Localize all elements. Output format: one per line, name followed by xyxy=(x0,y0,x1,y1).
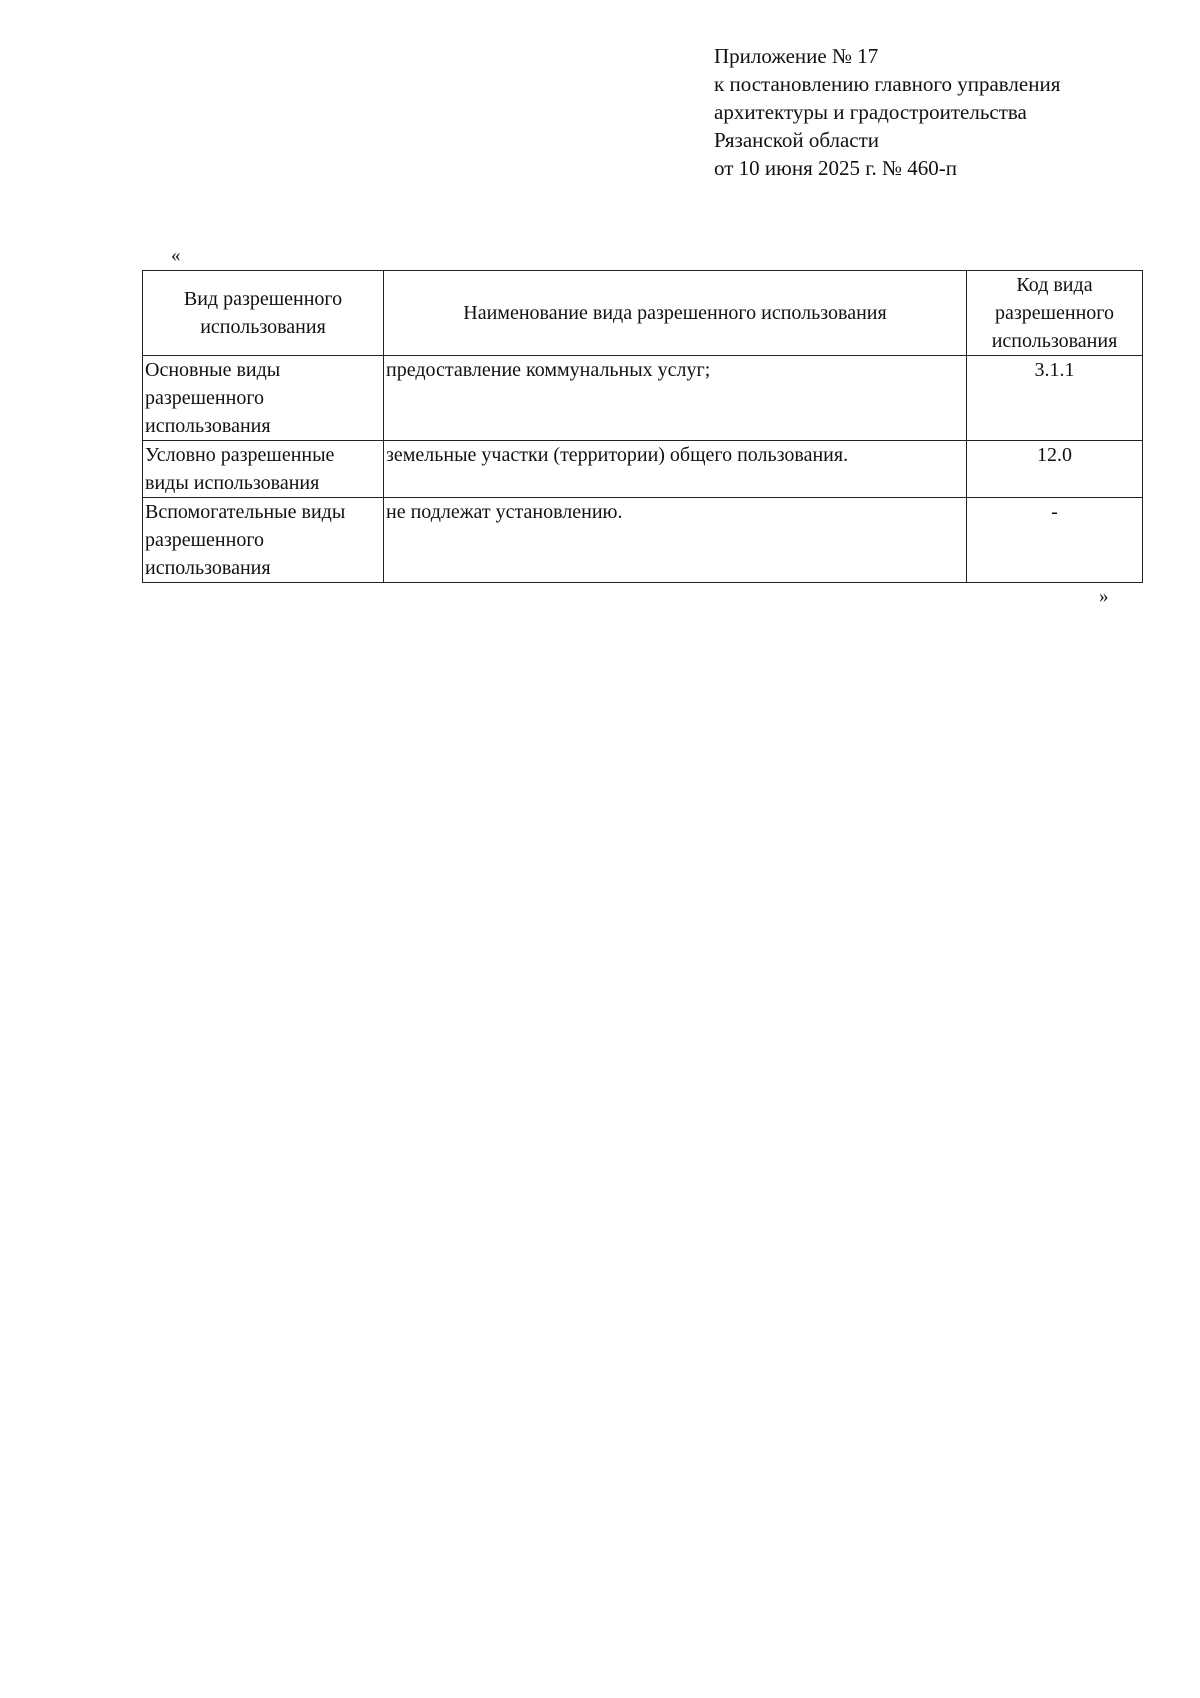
appendix-header xyxy=(714,42,1154,182)
appendix-ref-line: Рязанской области xyxy=(714,128,880,152)
cell-name: предоставление коммунальных услуг; xyxy=(384,356,967,441)
table-row xyxy=(143,498,1143,583)
cell-kind: Условно разрешенные виды использования xyxy=(143,441,384,498)
appendix-ref-line: архитектуры и градостроительства xyxy=(714,100,1027,124)
appendix-ref-line: к постановлению главного управления xyxy=(714,72,1061,96)
column-header-code: Код вида разрешенного использования xyxy=(967,271,1143,356)
cell-kind: Вспомогательные виды разрешенного использования xyxy=(143,498,384,583)
table-row xyxy=(143,356,1143,441)
appendix-date-number: от 10 июня 2025 г. № 460-п xyxy=(714,156,957,180)
column-header-kind: Вид разрешенного использования xyxy=(143,271,384,356)
cell-code: - xyxy=(967,498,1143,583)
cell-name: земельные участки (территории) общего пользования. xyxy=(384,441,967,498)
cell-code: 12.0 xyxy=(967,441,1143,498)
permitted-use-table xyxy=(142,270,1143,583)
cell-code: 3.1.1 xyxy=(967,356,1143,441)
appendix-title: Приложение № 17 xyxy=(714,44,879,68)
table-header-row xyxy=(143,271,1143,356)
closing-quote: » xyxy=(1099,586,1109,607)
cell-name: не подлежат установлению. xyxy=(384,498,967,583)
column-header-name: Наименование вида разрешенного использования xyxy=(384,271,967,356)
cell-kind: Основные виды разрешенного использования xyxy=(143,356,384,441)
opening-quote: « xyxy=(171,245,181,266)
table-row xyxy=(143,441,1143,498)
